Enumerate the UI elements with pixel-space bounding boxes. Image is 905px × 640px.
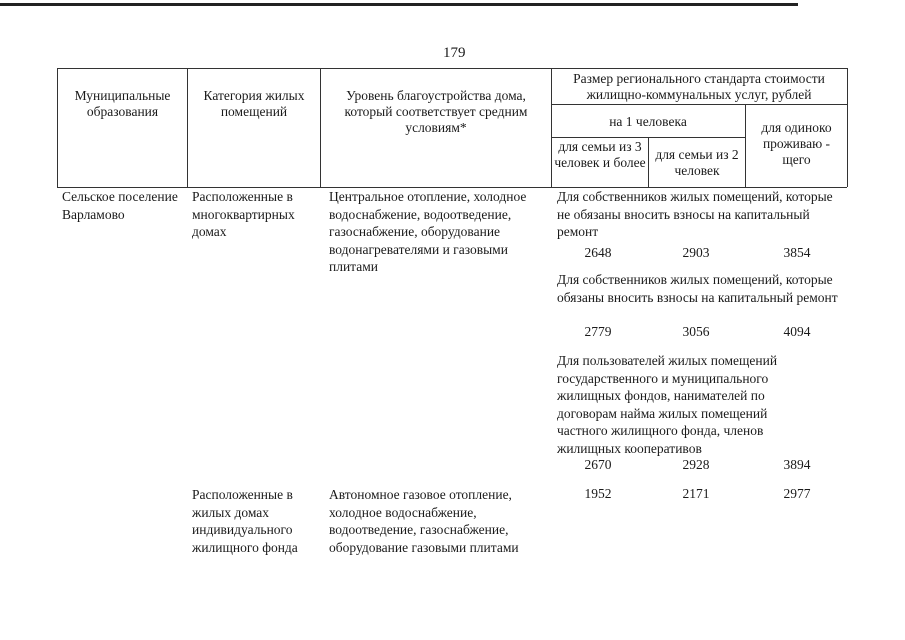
- table-top-border: [57, 68, 847, 69]
- page-number: 179: [443, 45, 466, 61]
- row2-value-family3: 1952: [584, 486, 612, 501]
- header-family2: для семьи из 2 человек: [655, 147, 739, 178]
- row1-municipality: Сельское поселение Варламово: [62, 189, 178, 222]
- row1-category: Расположенные в многоквартирных домах: [192, 189, 295, 239]
- col-border-3: [551, 68, 552, 187]
- row1-level: Центральное отопление, холодное водоснабжение, водоотведение, газоснабжение, оборудование водонагревателями и газовыми плитами: [329, 189, 527, 274]
- col-border-5: [745, 104, 746, 187]
- row1-group2-value-family2: 3056: [682, 324, 710, 339]
- header-municipality: Муниципальные образования: [74, 88, 171, 119]
- header-divider-1: [551, 104, 847, 105]
- col-border-2: [320, 68, 321, 187]
- row1-group3-label: Для пользователей жилых помещений государственного и муниципального жилищных фондов, нанимателей по договорам найма жилых помещений частного жилищного фонда, членов жилищных кооперативов: [557, 353, 778, 456]
- row2-category: Расположенные в жилых домах индивидуального жилищного фонда: [192, 487, 298, 555]
- row1-group3-value-single: 3894: [783, 457, 811, 472]
- row2-level: Автономное газовое отопление, холодное водоснабжение, водоотведение, газоснабжение, оборудование газовыми плитами: [329, 487, 519, 555]
- row1-group1-value-single: 3854: [783, 245, 811, 260]
- header-category: Категория жилых помещений: [203, 88, 305, 119]
- row1-group2-value-single: 4094: [783, 324, 811, 339]
- header-family3: для семьи из 3 человек и более: [554, 139, 646, 170]
- header-level: Уровень благоустройства дома, который соответствует средним условиям*: [344, 88, 528, 135]
- row1-group1-label: Для собственников жилых помещений, которые не обязаны вносить взносы на капитальный ремонт: [557, 189, 833, 239]
- header-standard-size: Размер регионального стандарта стоимости жилищно-коммунальных услуг, рублей: [573, 71, 825, 102]
- row2-value-single: 2977: [783, 486, 811, 501]
- top-border-line: [0, 3, 798, 6]
- header-single: для одиноко проживаю - щего: [761, 120, 832, 167]
- header-per-person: на 1 человека: [609, 114, 687, 129]
- row1-group1-value-family3: 2648: [584, 245, 612, 260]
- row1-group3-value-family2: 2928: [682, 457, 710, 472]
- row1-group2-label: Для собственников жилых помещений, которые обязаны вносить взносы на капитальный ремонт: [557, 272, 838, 305]
- row1-group2-value-family3: 2779: [584, 324, 612, 339]
- row1-group1-value-family2: 2903: [682, 245, 710, 260]
- col-border-4: [648, 137, 649, 187]
- col-border-1: [187, 68, 188, 187]
- row2-value-family2: 2171: [682, 486, 710, 501]
- col-border-0: [57, 68, 58, 187]
- row1-group3-value-family3: 2670: [584, 457, 612, 472]
- col-border-6: [847, 68, 848, 187]
